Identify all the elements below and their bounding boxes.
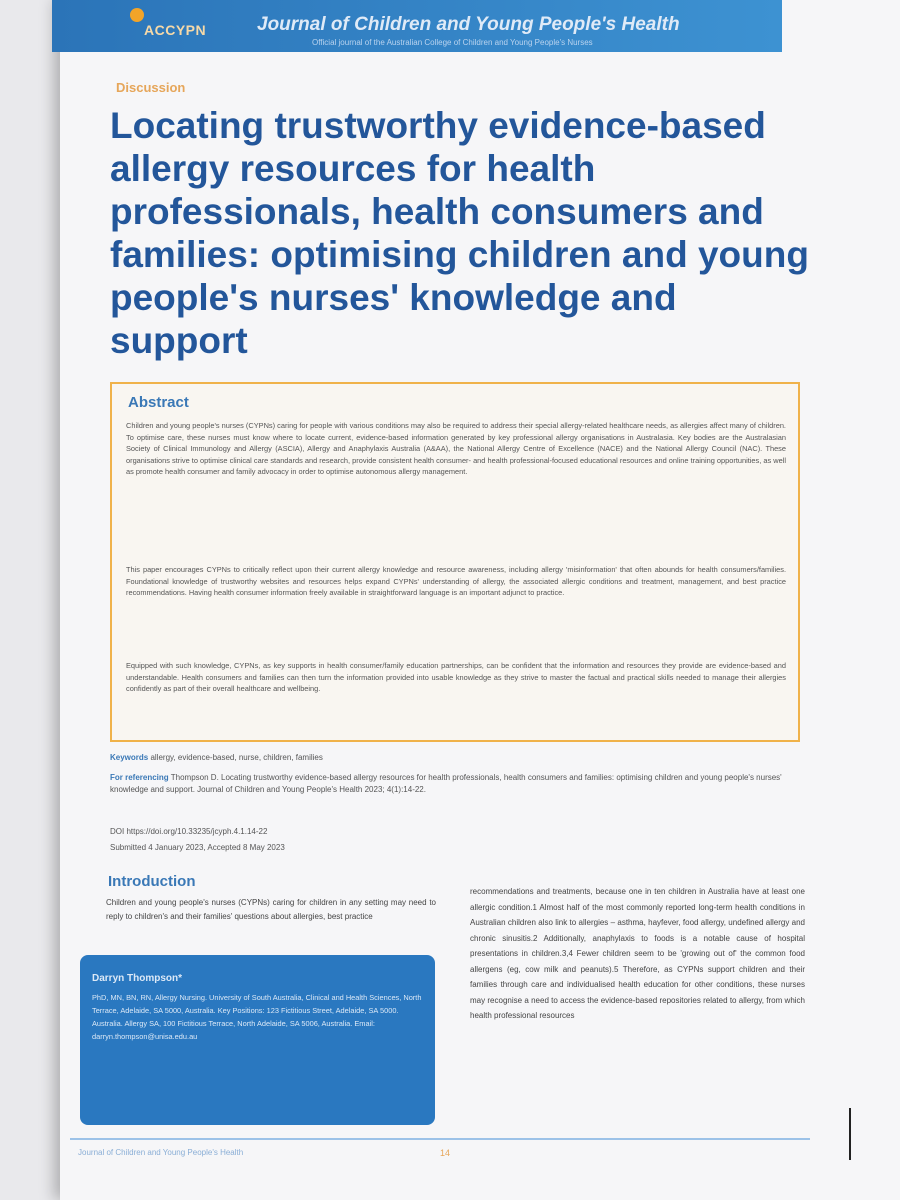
introduction-left-column: Children and young people's nurses (CYPNs) caring for children in any setting may need to reply to children's and their families' questions about allergies, best practice <box>106 898 436 921</box>
footer-divider <box>70 1138 810 1140</box>
author-name: Darryn Thompson* <box>92 973 183 984</box>
accypn-logo-icon <box>130 8 144 22</box>
keywords-line <box>110 752 800 764</box>
article-title: Locating trustworthy evidence-based allergy resources for health professionals, health consumers and families: optimising children and young people's nurses' knowledge and support <box>110 105 809 361</box>
citation-block <box>110 772 800 796</box>
abstract-heading: Abstract <box>128 394 189 411</box>
abstract-paragraph: Equipped with such knowledge, CYPNs, as key supports in health consumer/family education partnerships, can be confident that the information and resources they provide are evidence-based and understandable. Health consumers and families can then turn the information provided into usable knowledge as they strive to master the factual and practical skills needed to manage their allergies confidently as part of their overall healthcare and wellbeing. <box>126 661 786 694</box>
abstract-paragraph: Children and young people's nurses (CYPNs) caring for people with various conditions may also be required to address their special allergy-related healthcare needs, as allergies affect many of children. To optimise care, these nurses must know where to locate current, evidence-based information generated by key professional allergy organisations in Australasia. Key bodies are the Australasian Society of Clinical Immunology and Allergy (ASCIA), Allergy and Anaphylaxis Australia (A&AA), the National Allergy Centre of Excellence (NACE) and the National Allergy Council (NAC). These organisations strive to optimise clinical care standards and research, provide consistent health consumer- and health professional-focused educational resources and online training opportunities, as well as promote health consumer and family advocacy in order to optimise autonomous allergy management. <box>126 421 786 477</box>
abstract-box <box>110 382 800 742</box>
journal-banner <box>52 0 782 52</box>
citation-label: For referencing <box>110 773 169 782</box>
abstract-paragraph: This paper encourages CYPNs to critically reflect upon their current allergy knowledge and resource awareness, including allergy 'misinformation' that often abounds for health consumers/families. Foundational knowledge of trustworthy websites and resources helps expand CYPNs' understanding of allergy, the associated allergic conditions and treatment, management, and best practice recommendations. Having health consumer information freely available in straightforward language is an important adjunct to practice. <box>126 565 786 598</box>
text-cursor <box>849 1108 851 1160</box>
accypn-logo-text: ACCYPN <box>144 22 207 38</box>
citation-text: Thompson D. Locating trustworthy evidence-based allergy resources for health professionals, health consumers and families: optimising children and young people's nurses' knowledge and support. Journal of Children and Young People's Health 2023; 4(1):14-22. <box>110 773 782 794</box>
journal-subtitle: Official journal of the Australian College of Children and Young People's Nurses <box>312 38 593 47</box>
introduction-heading: Introduction <box>108 873 196 890</box>
doi-link[interactable]: DOI https://doi.org/10.33235/jcyph.4.1.14-22 <box>110 827 268 836</box>
author-info-box <box>80 955 435 1125</box>
footer-journal-name: Journal of Children and Young People's Health <box>78 1148 244 1157</box>
journal-title: Journal of Children and Young People's Health <box>257 14 680 35</box>
page-number: 14 <box>440 1148 451 1158</box>
submission-dates: Submitted 4 January 2023, Accepted 8 May 2023 <box>110 843 285 852</box>
article-section-label: Discussion <box>116 80 186 95</box>
introduction-right-column: recommendations and treatments, because one in ten children in Australia have at least one allergic condition.1 Almost half of the most commonly reported long-term health conditions in Australian children also link to allergies – asthma, hayfever, food allergy, undefined allergy and chronic sinusitis.2 Additionally, anaphylaxis to foods is a notable cause of hospital presentations in children.3,4 Fewer children seem to be 'growing out of' the common food allergens (eg, cow milk and peanuts).5 Therefore, as CYPNs support children and their families through care and individualised health education for other conditions, these nurses may recognise a need to access the evidence-based repositories related to allergy, from which health professional resources <box>470 887 805 1020</box>
keywords-label: Keywords <box>110 753 149 762</box>
keywords-value: allergy, evidence-based, nurse, children, families <box>150 753 323 762</box>
author-details: PhD, MN, BN, RN, Allergy Nursing. University of South Australia, Clinical and Health Sciences, North Terrace, Adelaide, SA 5000, Australia. Key Positions: 123 Fictitious Street, Adelaide, SA 5000. Australia. Allergy SA, 100 Fictitious Terrace, North Adelaide, SA 5006, Australia. Email: darryn.thompson@unisa.edu.au <box>92 993 422 1041</box>
